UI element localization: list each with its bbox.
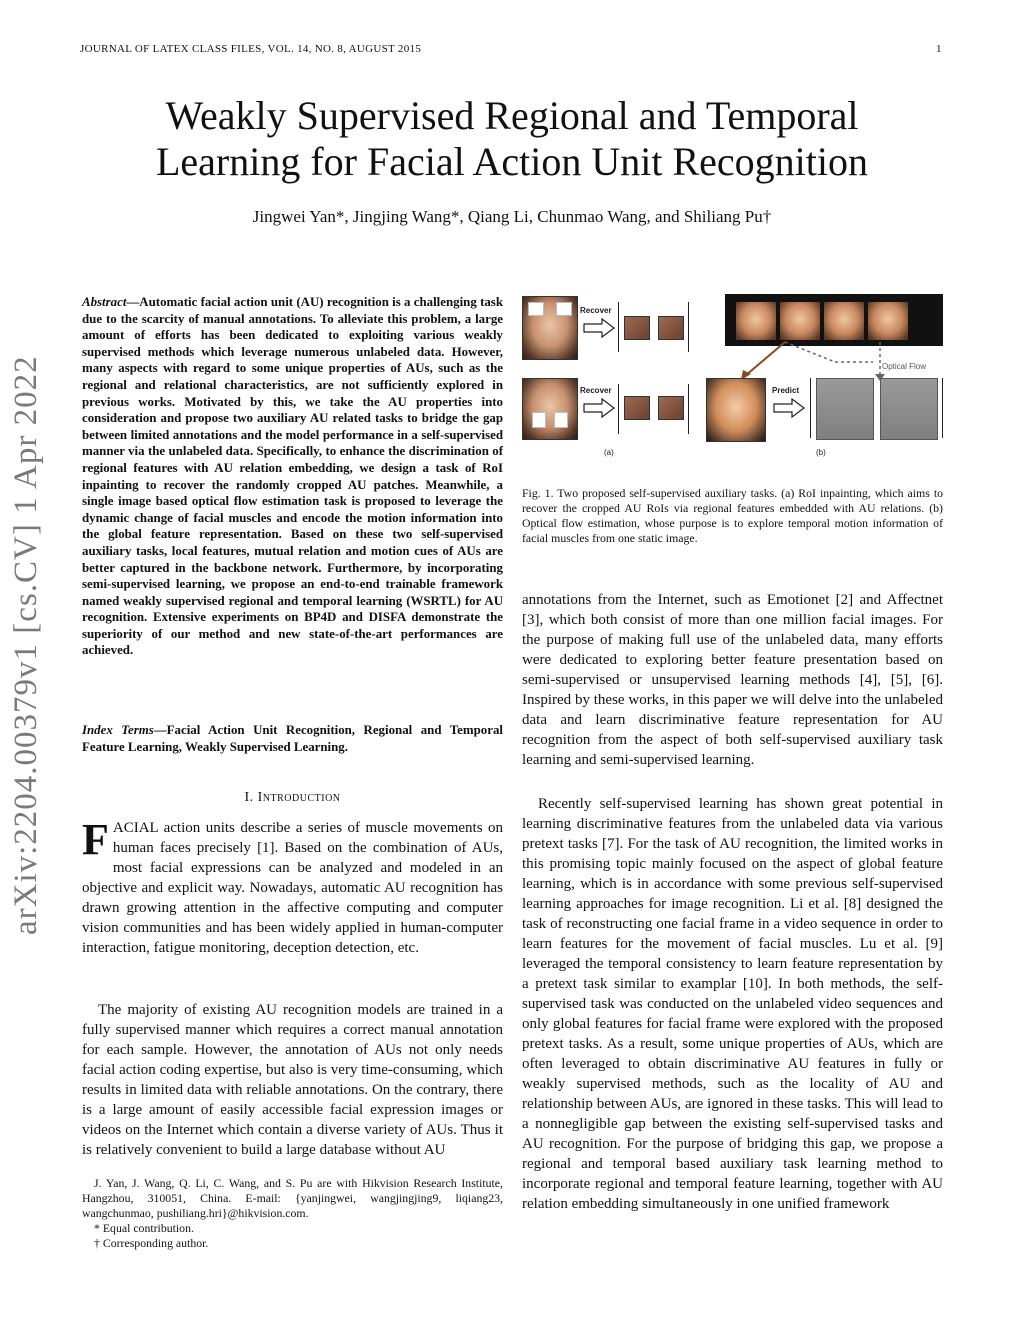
page-number: 1	[936, 43, 942, 55]
arxiv-stamp: arXiv:2204.00379v1 [cs.CV] 1 Apr 2022	[8, 355, 44, 935]
recover-label: Recover	[580, 386, 612, 395]
bracket-right	[936, 378, 943, 438]
section-number: I.	[244, 790, 254, 805]
masked-patch	[532, 412, 546, 428]
intro-paragraph-1	[82, 815, 503, 958]
right-paragraph-1	[522, 590, 943, 770]
abstract-text: —Automatic facial action unit (AU) recognition is a challenging task due to the scarcity of manual annotations. To alleviate this problem, a large amount of efforts has been dedicated to exploiting various weakly supervised methods which leverage numerous unlabeled data. However, many aspects with regard to some unique properties of AUs, such as the regional and relational characteristics, are not sufficiently explored in previous works. Motivated by this, we take the AU properties into consideration and propose two auxiliary AU related tasks to bridge the gap between limited annotations and the model performance in a self-supervised manner via the unlabeled data. Specifically, to enhance the discrimination of regional features with AU relation embedding, we design a task of RoI inpainting to recover the randomly cropped AU patches. Meanwhile, a single image based optical flow estimation task is proposed to leverage the dynamic change of facial muscles and encode the motion information into the global feature representation. Based on these two self-supervised auxiliary tasks, local features, mutual relation and motion cues of AUs are better captured in the backbone network. Furthermore, by incorporating semi-supervised learning, we propose an end-to-end trainable framework named weakly supervised regional and temporal learning (WSRTL) for AU recognition. Extensive experiments on BP4D and DISFA demonstrate the superiority of our method and new state-of-the-art performances are achieved.	[82, 295, 503, 658]
masked-patch	[554, 412, 568, 428]
video-frame	[868, 302, 908, 340]
masked-patch	[528, 302, 544, 316]
masked-patch	[556, 302, 572, 316]
figure-1	[522, 292, 943, 462]
subfigure-a-label: (a)	[604, 448, 614, 457]
subfigure-b-label: (b)	[816, 448, 826, 457]
intro-p1-text: ACIAL action units describe a series of muscle movements on human faces precisely [1]. Based on the combination of AUs, most facial expressions can be analyzed and modeled in an objective and explicit way. Nowadays, automatic AU recognition has drawn growing attention in the affective computing and computer vision communities and has been widely applied in human-computer interaction, fatigue monitoring, deception detection, etc.	[82, 820, 503, 956]
footnote-equal: * Equal contribution.	[94, 1221, 194, 1235]
figure-caption: Fig. 1. Two proposed self-supervised auxiliary tasks. (a) RoI inpainting, which aims to recover the cropped AU RoIs via regional features embedded with AU relations. (b) Optical flow estimation, whose purpose is to explore temporal motion information of facial muscles from one static image.	[522, 486, 943, 545]
optical-flow-arrows	[725, 340, 943, 382]
video-frame	[780, 302, 820, 340]
section-heading	[82, 790, 503, 806]
author-list: Jingwei Yan*, Jingjing Wang*, Qiang Li, Chunmao Wang, and Shiliang Pu†	[252, 207, 772, 226]
intro-p2-text: The majority of existing AU recognition models are trained in a fully supervised manner which requires a correct manual annotation for each sample. However, the annotation of AUs not only needs facial action coding expertise, but also is very time-consuming, which results in limited data with reliable annotations. On the contrary, there is a large amount of easily accessible facial expression images or videos on the Internet which contain a diverse variety of AUs. Thus it is relatively convenient to build a large database without AU	[82, 1002, 503, 1158]
title-line-1: Weakly Supervised Regional and Temporal	[165, 93, 859, 138]
abstract-label: Abstract	[82, 295, 127, 309]
recovered-patch	[624, 396, 650, 420]
arrow-right-icon	[772, 398, 806, 418]
right-p1-text: annotations from the Internet, such as Emotionet [2] and Affectnet [3], which both consist of more than one million facial images. For the purpose of making full use of the unlabeled data, many efforts were dedicated to exploring better feature presentation based on semi-supervised or unsupervised learning methods [4], [5], [6]. Inspired by these works, in this paper we will delve into the unlabeled data and learn discriminative feature representation for AU recognition from the aspect of both self-supervised auxiliary task learning and semi-supervised learning.	[522, 592, 943, 768]
running-header: JOURNAL OF LATEX CLASS FILES, VOL. 14, NO. 8, AUGUST 2015	[80, 43, 422, 55]
index-terms-text: —Facial Action Unit Recognition, Regional and Temporal Feature Learning, Weakly Supervised Learning.	[82, 723, 503, 754]
recovered-patch	[624, 316, 650, 340]
index-terms	[82, 722, 503, 755]
flow-map	[880, 378, 938, 440]
drop-cap: F	[82, 815, 109, 864]
recovered-patch	[658, 396, 684, 420]
arrow-right-icon	[582, 398, 616, 418]
video-frame	[736, 302, 776, 340]
right-p2-text: Recently self-supervised learning has shown great potential in learning discriminative features from the unlabeled data via various pretext tasks [7]. For the task of AU recognition, the limited works in this promising topic mainly focused on the aspect of global feature learning, which is in accordance with some previous self-supervised learning approaches for image recognition. Li et al. [8] designed the task of reconstructing one facial frame in a video sequence in order to learn features for the movement of facial muscles. Lu et al. [9] leveraged the temporal consistency to learn feature representation by a pretext task similar to examplar [10]. In both methods, the self-supervised task was conducted on the unlabeled video sequences and only global features for facial frame were explored with the proposed pretext tasks. As a result, some unique properties of AUs, which are often leveraged to obtain discriminative AU features in fully or weakly supervised methods, such as the locality of AU and relationship between AUs, are ignored in these tasks. This will lead to a nonnegligible gap between the existing self-supervised tasks and AU recognition. For the purpose of bridging this gap, we propose a regional and temporal based auxiliary task learning method to incorporate regional and temporal feature learning, together with AU relation embedding simultaneously in one unified framework	[522, 796, 943, 1212]
predict-label: Predict	[772, 386, 800, 395]
footnote	[82, 1176, 503, 1251]
index-terms-label: Index Terms	[82, 723, 154, 737]
section-title: Introduction	[257, 790, 341, 805]
face-image	[522, 378, 578, 440]
optical-flow-label: Optical Flow	[882, 362, 927, 371]
arrow-right-icon	[582, 318, 616, 338]
paper-title	[0, 93, 1024, 185]
abstract	[82, 294, 503, 659]
video-frame	[824, 302, 864, 340]
title-line-2: Learning for Facial Action Unit Recognition	[155, 139, 869, 184]
flow-map	[816, 378, 874, 440]
recovered-patch	[658, 316, 684, 340]
recover-label: Recover	[580, 306, 612, 315]
footnote-corresponding: † Corresponding author.	[94, 1236, 209, 1250]
right-paragraph-2	[522, 794, 943, 1214]
intro-paragraph-2	[82, 1000, 503, 1160]
face-image	[706, 378, 766, 442]
footnote-affiliation: J. Yan, J. Wang, Q. Li, C. Wang, and S. Pu are with Hikvision Research Institute, Hangzhou, 310051, China. E-mail: {yanjingwei, wangjingjing9, liqiang23, wangchunmao, pushiliang.hri}@hikvision.com.	[82, 1176, 503, 1220]
